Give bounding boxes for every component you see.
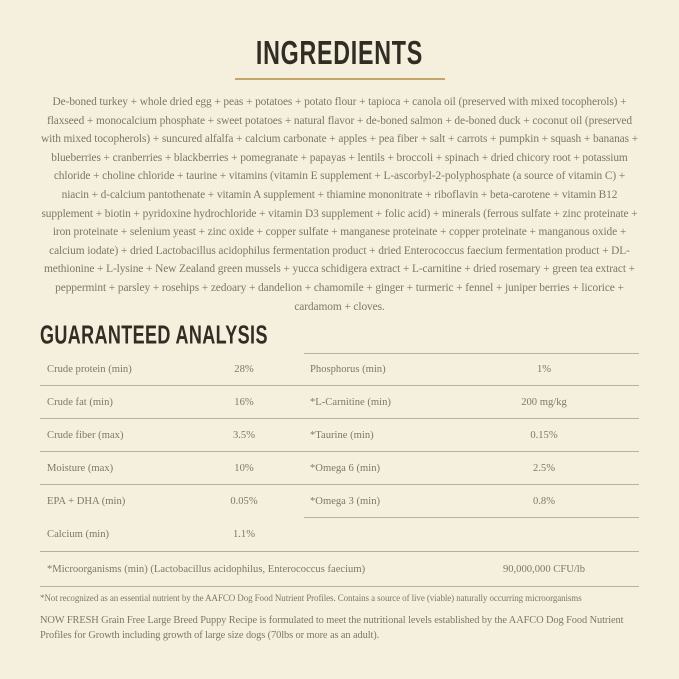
nutrient-label: Crude protein (min) xyxy=(47,363,132,375)
analysis-cell-right xyxy=(304,419,639,452)
analysis-row xyxy=(40,353,639,386)
ingredients-paragraph: De-boned turkey + whole dried egg + peas + potatoes + potato flour + tapioca + canola oil (preserved with mixed tocopherols) + flaxseed + monocalcium phosphate + sweet potatoes + natural flavor + de-boned salmon + de-boned duck + coconut oil (preserved with mixed tocopherols) + suncured alfalfa + calcium carbonate + apples + pea fiber + salt + carrots + pumpkin + squash + bananas + blueberries + cranberries + blackberries + pomegranate + papayas + lentils + broccoli + spinach + dried chicory root + potassium chloride + choline chloride + taurine + vitamins (vitamin E supplement + L-ascorbyl-2-polyphosphate (a source of vitamin C) + niacin + d-calcium pantothenate + vitamin A supplement + thiamine mononitrate + riboflavin + beta-carotene + vitamin B12 supplement + biotin + pyridoxine hydrochloride + vitamin D3 supplement + folic acid) + minerals (ferrous sulfate + zinc proteinate + iron proteinate + selenium yeast + zinc oxide + copper sulfate + manganese proteinate + copper proteinate + manganous oxide + calcium iodate) + dried Lactobacillus acidophilus fermentation product + dried Enterococcus faecium fermentation product + DL-methionine + L-lysine + New Zealand green mussels + yucca schidigera extract + L-carnitine + dried rosemary + green tea extract + peppermint + parsley + rosehips + zedoary + dandelion + chamomile + ginger + turmeric + fennel + juniper berries + licorice + cardamom + cloves. xyxy=(40,96,639,313)
analysis-cell-right xyxy=(304,353,639,386)
aafco-footnote: *Not recognized as an essential nutrient by the AAFCO Dog Food Nutrient Profiles. Contains a source of live (viable) naturally occurring microorganisms xyxy=(40,593,582,604)
nutrient-label: *Omega 3 (min) xyxy=(310,495,381,507)
nutrient-label: *Taurine (min) xyxy=(310,429,374,441)
guaranteed-analysis-title xyxy=(40,321,639,351)
nutrient-label: Crude fat (min) xyxy=(47,396,113,408)
analysis-row xyxy=(40,485,639,518)
nutrient-value: 16% xyxy=(234,396,254,408)
ingredients-title xyxy=(40,33,639,72)
nutrient-value: 10% xyxy=(234,462,254,474)
analysis-cell-left xyxy=(40,452,304,485)
microorganisms-row xyxy=(40,551,639,587)
nutrient-value: 28% xyxy=(234,363,254,375)
analysis-row xyxy=(40,518,639,551)
nutrient-value: 0.05% xyxy=(230,496,258,508)
nutrient-label: *L-Carnitine (min) xyxy=(310,396,391,408)
nutrient-label: EPA + DHA (min) xyxy=(47,496,126,508)
analysis-cell-left xyxy=(40,353,304,386)
nutrient-value: 0.8% xyxy=(532,495,556,507)
ingredients-title-text: INGREDIENTS xyxy=(255,33,424,72)
nutrient-label: Moisture (max) xyxy=(47,462,114,474)
analysis-cell-left xyxy=(40,485,304,518)
nutrient-value: 200 mg/kg xyxy=(521,396,567,408)
nutrient-value: 3.5% xyxy=(232,429,256,441)
nutrient-value: 1% xyxy=(536,364,552,376)
guaranteed-analysis-table xyxy=(40,353,639,551)
microorganisms-label: *Microorganisms (min) (Lactobacillus acidophilus, Enterococcus faecium) xyxy=(47,563,366,575)
analysis-cell-right xyxy=(304,485,639,518)
nutrient-label: Crude fiber (max) xyxy=(47,429,124,441)
analysis-cell-left xyxy=(40,419,304,452)
title-underline-rule xyxy=(235,78,445,80)
nutrient-label: Phosphorus (min) xyxy=(310,364,386,376)
analysis-cell-right xyxy=(304,518,639,551)
guaranteed-analysis-title-text: GUARANTEED ANALYSIS xyxy=(40,321,268,351)
nutrient-value: 0.15% xyxy=(530,429,558,441)
analysis-row xyxy=(40,419,639,452)
analysis-cell-right xyxy=(304,452,639,485)
analysis-cell-left xyxy=(40,386,304,419)
analysis-row xyxy=(40,452,639,485)
nutrient-value: 1.1% xyxy=(232,529,256,541)
nutrient-label: Calcium (min) xyxy=(47,529,110,541)
nutrient-label: *Omega 6 (min) xyxy=(310,462,381,474)
analysis-cell-right xyxy=(304,386,639,419)
analysis-row xyxy=(40,386,639,419)
formulation-statement: NOW FRESH Grain Free Large Breed Puppy Recipe is formulated to meet the nutritional levels established by the AAFCO Dog Food Nutrient Profiles for Growth including growth of large size dogs (70lbs or more as an adult). xyxy=(40,615,624,641)
analysis-cell-left xyxy=(40,518,304,551)
nutrient-value: 2.5% xyxy=(532,462,556,474)
microorganisms-value: 90,000,000 CFU/lb xyxy=(502,563,586,575)
